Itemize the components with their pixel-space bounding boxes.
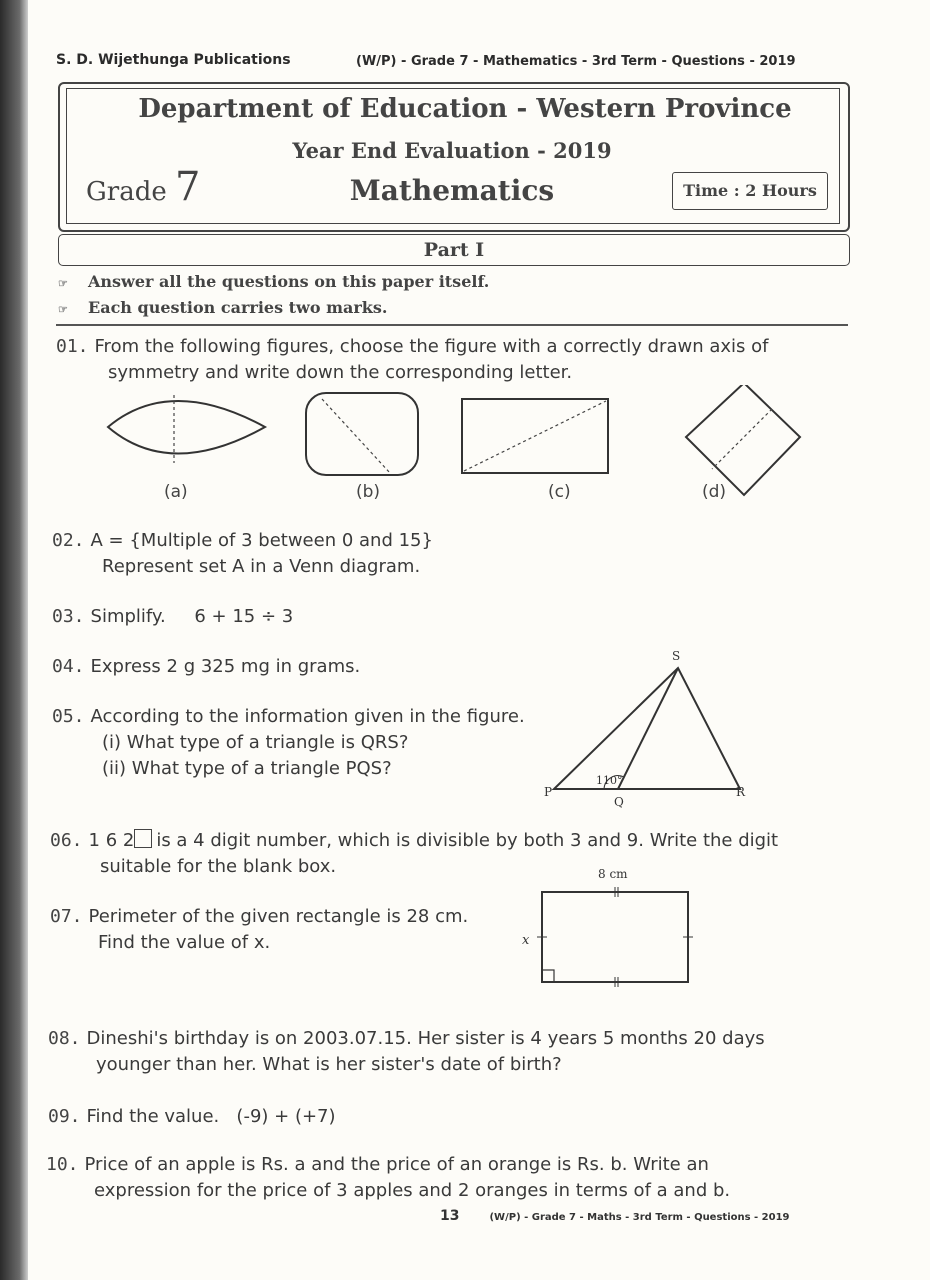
question-09: 09. Find the value. (-9) + (+7): [48, 1106, 336, 1127]
subject-title: Mathematics: [349, 174, 555, 207]
department-title: Department of Education - Western Province: [138, 94, 792, 124]
question-01: 01. From the following figures, choose the figure with a correctly drawn axis of: [56, 336, 769, 357]
question-05: 05. According to the information given in the figure.: [52, 706, 525, 727]
part-heading: Part I: [58, 234, 850, 266]
question-04: 04. Express 2 g 325 mg in grams.: [52, 656, 361, 677]
vertex-p-label: P: [544, 785, 553, 799]
vertex-s-label: S: [672, 649, 681, 663]
grade-text: Grade: [86, 177, 167, 207]
figure-c-label: (c): [548, 482, 571, 502]
question-02-line2: Represent set A in a Venn diagram.: [102, 556, 421, 577]
time-box: Time : 2 Hours: [672, 172, 828, 210]
question-08-line2: younger than her. What is her sister's date of birth?: [96, 1054, 562, 1075]
figure-d-label: (d): [702, 482, 727, 502]
divider: [56, 324, 848, 326]
question-06: 06. 1 6 2 is a 4 digit number, which is divisible by both 3 and 9. Write the digit: [50, 830, 779, 851]
question-10-line2: expression for the price of 3 apples and 2 oranges in terms of a and b.: [94, 1180, 731, 1201]
grade-number: 7: [175, 164, 201, 210]
blank-digit-box[interactable]: [134, 829, 152, 848]
evaluation-title: Year End Evaluation - 2019: [292, 138, 612, 163]
pointer-icon: ☞: [58, 277, 68, 290]
instruction-2: ☞ Each question carries two marks.: [58, 298, 388, 317]
angle-label: 110°: [596, 774, 623, 787]
series-title: (W/P) - Grade 7 - Mathematics - 3rd Term - Questions - 2019: [356, 54, 796, 69]
instruction-1: ☞ Answer all the questions on this paper itself.: [58, 272, 490, 291]
question-03: 03. Simplify. 6 + 15 ÷ 3: [52, 606, 294, 627]
question-08: 08. Dineshi's birthday is on 2003.07.15. Her sister is 4 years 5 months 20 days: [48, 1028, 765, 1049]
question-02: 02. A = {Multiple of 3 between 0 and 15}: [52, 530, 433, 551]
figure-b-rounded-rect: [306, 393, 418, 475]
question-10: 10. Price of an apple is Rs. a and the price of an orange is Rs. b. Write an: [46, 1154, 709, 1175]
question-07: 07. Perimeter of the given rectangle is 28 cm.: [50, 906, 469, 927]
question-01-line2: symmetry and write down the corresponding letter.: [108, 362, 573, 383]
figure-d-diamond: [686, 385, 800, 495]
vertex-r-label: R: [736, 785, 746, 799]
figure-c-rectangle: [462, 399, 608, 473]
figure-a-leaf: [108, 395, 265, 463]
grade-label: [86, 164, 200, 210]
rectangle-figure: [518, 862, 708, 990]
question-06-line2: suitable for the blank box.: [100, 856, 337, 877]
pointer-icon: ☞: [58, 303, 68, 316]
side-x-label: x: [522, 933, 530, 948]
question-07-line2: Find the value of x.: [98, 932, 271, 953]
page-footer: [440, 1208, 790, 1224]
figure-b-label: (b): [356, 482, 381, 502]
footer-series: (W/P) - Grade 7 - Maths - 3rd Term - Questions - 2019: [489, 1212, 790, 1223]
figure-a-label: (a): [164, 482, 188, 502]
width-label: 8 cm: [598, 867, 628, 881]
publisher: S. D. Wijethunga Publications: [56, 52, 291, 68]
triangle-figure: [530, 640, 770, 812]
question-05-part-ii: (ii) What type of a triangle PQS?: [102, 758, 392, 779]
page-number: 13: [440, 1208, 460, 1224]
vertex-q-label: Q: [614, 795, 624, 809]
question-05-part-i: (i) What type of a triangle is QRS?: [102, 732, 409, 753]
